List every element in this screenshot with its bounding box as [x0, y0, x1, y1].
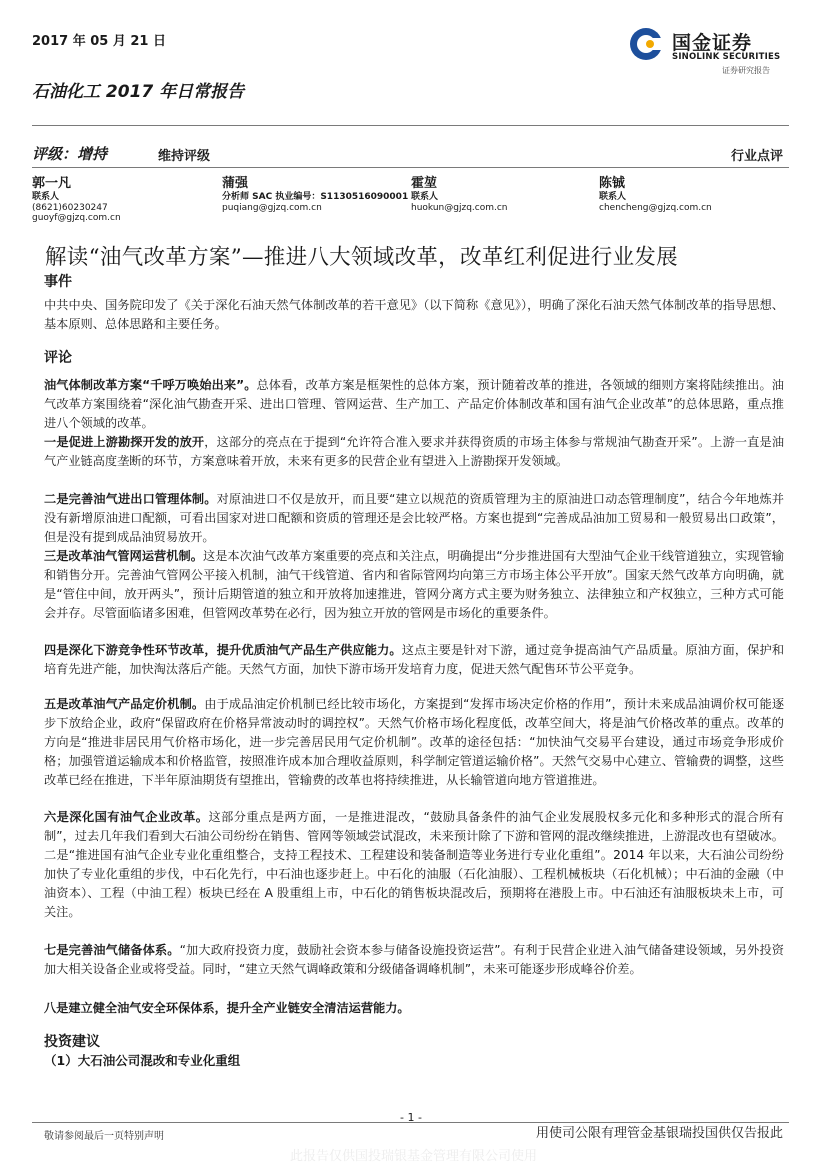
rating-label: 评级：增持	[32, 145, 108, 163]
section-comment-heading: 评论	[44, 350, 72, 366]
paragraph-lead: 三是改革油气管网运营机制。	[44, 549, 203, 563]
headline: 解读“油气改革方案”—推进八大领域改革，改革红利促进行业发展	[45, 245, 678, 270]
paragraph-text: 这部分重点是两方面，一是推进混改，“鼓励具备条件的油气企业发展股权多元化和多种形式的混合所有制”，过去几年我们看到大石油公司纷纷在销售、管网等领域尝试混改，未来预计除了下游和管网的混改继续推进，上游混改也有望破冰。二是“推进国有油气企业专业化重组整合，支持工程技术、工程建设和装备制造等业务进行专业化重组”。2014 年以来，大石油公司纷纷加快了专业化重组的步伐，中石化先行，中石油也逐步赶上。中石化的油服（石化油服）、工程机械板块（石化机械）；中石油的金融（中油资本）、工程（中油工程）板块已经在 A 股重组上市，中石化的销售板块混改后，预期将在港股上市。中石油还有油服板块未上市，可关注。	[44, 810, 784, 919]
header-divider	[32, 125, 789, 126]
logo-text-cn: 国金证券	[672, 32, 753, 54]
comment-paragraph	[44, 941, 784, 979]
analyst-block	[32, 176, 121, 224]
analyst-role: 分析师 SAC 执业编号：S1130516090001	[222, 192, 409, 202]
paragraph-text: 这是本次油气改革方案重要的亮点和关注点，明确提出“分步推进国有大型油气企业干线管道独立，实现管输和销售分开。完善油气管网公平接入机制，油气干线管道、省内和省际管网均向第三方市场主体公平开放”。国家天然气改革方向明确，就是“管住中间，放开两头”，预计后期管道的独立和开放将加速推进，管网分离方式主要为财务独立、法律独立和产权独立，三种方式可能会并存。尽管面临诸多困难，但管网改革势在必行，因为独立开放的管网是市场化的重要条件。	[44, 549, 784, 620]
watermark: 此报告仅供国投瑞银基金管理有限公司使用	[289, 1149, 537, 1164]
advice-item: （1）大石油公司混改和专业化重组	[44, 1053, 241, 1068]
logo-subtitle: 证券研究报告	[722, 66, 770, 75]
paragraph-text: ，这部分的亮点在于提到“允许符合准入要求并获得资质的市场主体参与常规油气勘查开采”。上游一直是油气产业链高度垄断的环节，方案意味着开放，未来有更多的民营企业有望进入上游勘探开发领域。	[44, 435, 785, 468]
paragraph-text: “加大政府投资力度，鼓励社会资本参与储备设施投资运营”。有利于民营企业进入油气储备建设领域，另外投资加大相关设备企业或将受益。同时，“建立天然气调峰政策和分级储备调峰机制”，未来可能逐步形成峰谷价差。	[44, 943, 784, 976]
analyst-email: huokun@gjzq.com.cn	[411, 202, 508, 213]
comment-paragraph	[44, 547, 784, 623]
paragraph-text: 由于成品油定价机制已经比较市场化，方案提到“发挥市场决定价格的作用”，预计未来成品油调价权可能逐步下放给企业，政府“保留政府在价格异常波动时的调控权”。天然气价格市场化程度低，改革空间大，将是油气价格改革的重点。改革的方向是“推进非居民用气价格市场化，进一步完善居民用气定价机制”。改革的途径包括：“加快油气交易平台建设，通过市场竞争形成价格；加强管道运输成本和价格监管，按照准许成本加合理收益原则，科学制定管道运输价格”。天然气交易中心建立、管输费的调整，这些改革已经在推进，下半年原油期货有望推出，管输费的改革也将持续推进，从长输管道向地方管道推进。	[44, 697, 785, 787]
comment-paragraph	[44, 999, 784, 1018]
comment-paragraph	[44, 376, 784, 433]
analyst-name: 陈铖	[599, 176, 626, 191]
footer-disclaimer: 敬请参阅最后一页特别声明	[44, 1131, 164, 1142]
analyst-name: 霍堃	[411, 176, 438, 191]
paragraph-lead: 八是建立健全油气安全环保体系，提升全产业链安全清洁运营能力。	[44, 1001, 410, 1015]
section-event-heading: 事件	[44, 274, 72, 290]
comment-paragraph	[44, 808, 784, 922]
comment-paragraph	[44, 433, 784, 471]
analyst-name: 郭一凡	[32, 176, 72, 191]
rating-divider	[32, 167, 789, 168]
analyst-block	[599, 176, 712, 213]
logo-text-en: SINOLINK SECURITIES	[672, 52, 781, 62]
comment-paragraph	[44, 490, 784, 547]
analyst-block	[222, 176, 408, 213]
paragraph-lead: 六是深化国有油气企业改革。	[44, 810, 209, 824]
paragraph-text: 这点主要是针对下游，通过竞争提高油气产品质量。原油方面，保护和培育先进产能，加快淘汰落后产能。天然气方面，加快下游市场开发培育力度，促进天然气配售环节公平竞争。	[44, 643, 785, 676]
report-date: 2017 年 05 月 21 日	[32, 34, 166, 49]
report-category: 行业点评	[730, 149, 783, 164]
analyst-role: 联系人	[411, 192, 439, 202]
analyst-email: chencheng@gjzq.com.cn	[599, 202, 712, 213]
event-paragraph: 中共中央、国务院印发了《关于深化石油天然气体制改革的若干意见》（以下简称《意见》），明确了深化石油天然气体制改革的指导思想、基本原则、总体思路和主要任务。	[44, 298, 784, 331]
comment-paragraph	[44, 695, 784, 790]
analyst-name: 蒲强	[222, 176, 249, 191]
analyst-block	[411, 176, 508, 213]
analyst-email: puqiang@gjzq.com.cn	[222, 202, 322, 213]
paragraph-text: 对原油进口不仅是放开，而且要“建立以规范的资质管理为主的原油进口动态管理制度”，结合今年地炼并没有新增原油进口配额，可看出国家对进口配额和资质的管理还是会比较严格。方案也提到“完善成品油加工贸易和一般贸易出口政策”，但是没有提到成品油贸易放开。	[44, 492, 784, 544]
paragraph-lead: 五是改革油气产品定价机制。	[44, 697, 205, 711]
paragraph-text: 总体看，改革方案是框架性的总体方案，预计随着改革的推进，各领域的细则方案将陆续推出。油气改革方案围绕着“深化油气勘查开采、进出口管理、管网运营、生产加工、产品定价体制改革和国有油气企业改革”的总体思路，重点推进八个领域的改革。	[44, 378, 784, 430]
report-title: 石油化工 2017 年日常报告	[32, 82, 245, 102]
page-number: - 1 -	[400, 1111, 422, 1124]
analyst-role: 联系人	[32, 192, 60, 202]
section-advice-heading: 投资建议	[44, 1034, 100, 1050]
paragraph-lead: 油气体制改革方案“千呼万唤始出来”。	[44, 378, 257, 392]
sinolink-logo-icon	[628, 26, 664, 62]
paragraph-lead: 一是促进上游勘探开发的放开	[44, 435, 205, 449]
paragraph-lead: 四是深化下游竞争性环节改革，提升优质油气产品生产供应能力。	[44, 643, 402, 657]
footer-license: 用使司公限有理管金基银瑞投国供仅告报此	[535, 1126, 783, 1141]
analyst-role: 联系人	[599, 192, 627, 202]
comment-paragraph	[44, 641, 784, 679]
analyst-phone: (8621)60230247	[32, 202, 108, 213]
rating-sub: 维持评级	[158, 149, 211, 164]
paragraph-lead: 二是完善油气进出口管理体制。	[44, 492, 217, 506]
paragraph-lead: 七是完善油气储备体系。	[44, 943, 180, 957]
analyst-email: guoyf@gjzq.com.cn	[32, 213, 121, 223]
